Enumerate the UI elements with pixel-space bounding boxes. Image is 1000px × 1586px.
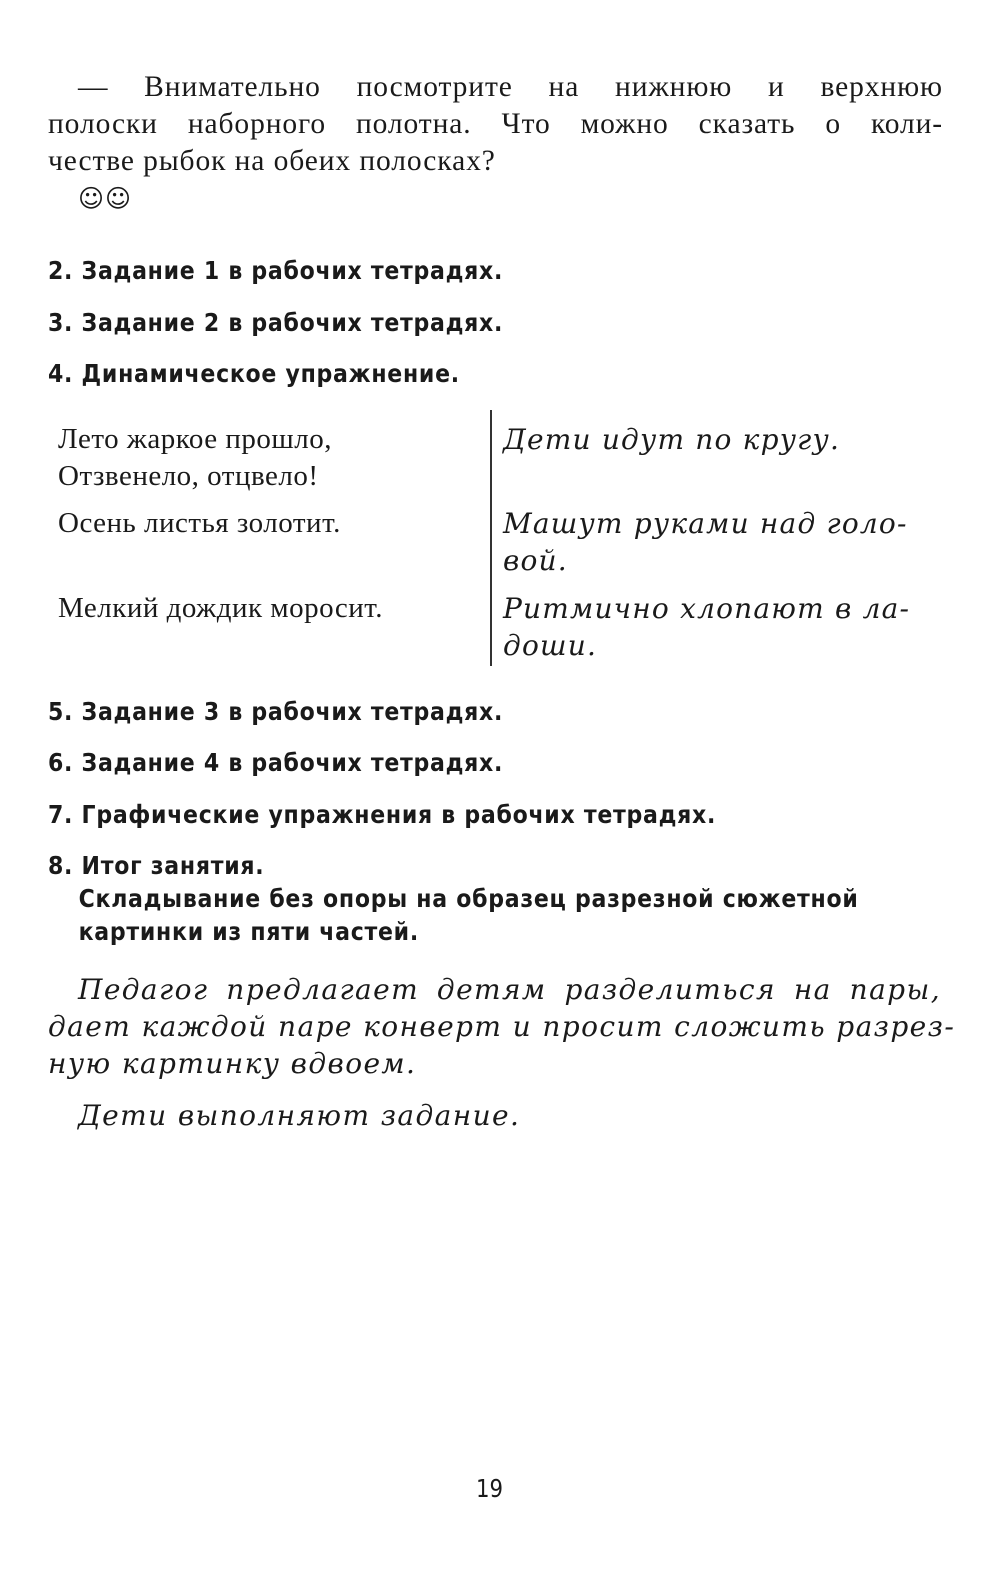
- poem-column-divider: [490, 410, 492, 666]
- poem-action-2: [503, 505, 908, 579]
- poem-line: Мелкий дождик моросит.: [58, 592, 384, 624]
- teacher-line: Педагог предлагает детям разделиться на пары,: [78, 973, 941, 1006]
- children-paragraph: [48, 1097, 971, 1134]
- task-heading-7: 7. Графические упражнения в рабочих тетрадях.: [48, 800, 717, 829]
- poem-action-line: вой.: [503, 544, 568, 577]
- poem-line: Лето жаркое прошло,: [58, 423, 332, 455]
- task-heading-6: 6. Задание 4 в рабочих тетрадях.: [48, 748, 504, 777]
- intro-line: честве рыбок на обеих полосках?: [48, 145, 496, 177]
- task-heading-5: 5. Задание 3 в рабочих тетрадях.: [48, 697, 504, 726]
- final-task-subtitle-line: Складывание без опоры на образец разрезной сюжетной: [78, 884, 859, 913]
- task-heading-3: 3. Задание 2 в рабочих тетрадях.: [48, 308, 504, 337]
- final-task-subtitle-line: картинки из пяти частей.: [78, 917, 419, 946]
- poem-action-line: доши.: [503, 629, 598, 662]
- teacher-line: дает каждой паре конверт и просит сложить разрез-: [48, 1010, 956, 1043]
- poem-line: Отзвенело, отцвело!: [58, 460, 319, 492]
- poem-verse-3: [58, 590, 383, 627]
- poem-action-line: Ритмично хлопают в ла-: [503, 592, 911, 625]
- poem-verse-1: [58, 421, 332, 495]
- children-line: Дети выполняют задание.: [78, 1099, 521, 1132]
- poem-action-line: Дети идут по кругу.: [503, 423, 841, 456]
- teacher-line: ную картинку вдвоем.: [48, 1047, 417, 1080]
- intro-paragraph: [48, 69, 943, 180]
- intro-line: полоски наборного полотна. Что можно сказать о коли-: [48, 108, 943, 140]
- poem-action-1: [503, 421, 840, 458]
- final-task-title: 8. Итог занятия.: [48, 851, 265, 880]
- task-heading-8: [48, 849, 859, 948]
- poem-action-3: [503, 590, 910, 664]
- teacher-paragraph: [48, 971, 956, 1082]
- poem-action-line: Машут руками над голо-: [503, 507, 908, 540]
- task-heading-2: 2. Задание 1 в рабочих тетрадях.: [48, 256, 504, 285]
- smiley-faces-icon: ☺☺: [78, 184, 133, 213]
- intro-line: — Внимательно посмотрите на нижнюю и верхнюю: [78, 71, 943, 103]
- poem-line: Осень листья золотит.: [58, 507, 341, 539]
- poem-verse-2: [58, 505, 341, 542]
- task-heading-4: 4. Динамическое упражнение.: [48, 359, 460, 388]
- page-number: 19: [476, 1474, 504, 1503]
